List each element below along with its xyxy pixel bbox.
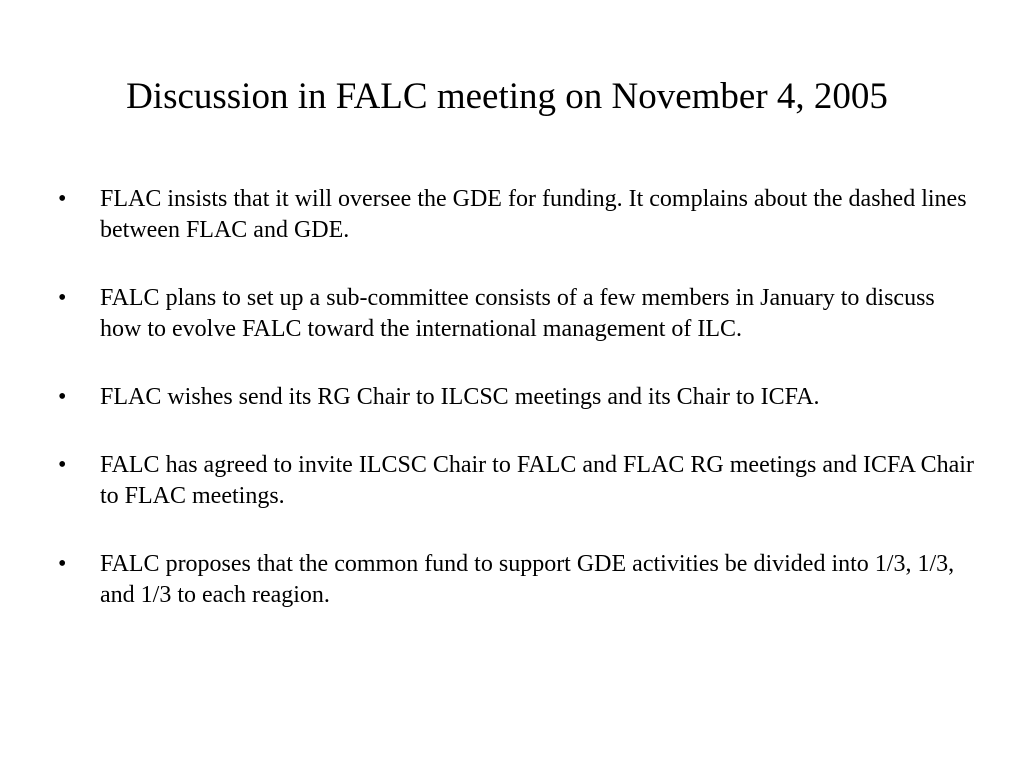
bullet-text: FALC has agreed to invite ILCSC Chair to FALC and FLAC RG meetings and ICFA Chair to FLAC meetings. [100, 452, 974, 509]
slide-title: Discussion in FALC meeting on November 4, 2005 [126, 76, 888, 117]
bullet-text: FALC plans to set up a sub-committee consists of a few members in January to discuss how to evolve FALC toward the international management of ILC. [100, 285, 935, 342]
bullet-item [58, 382, 978, 413]
bullet-text: FLAC wishes send its RG Chair to ILCSC meetings and its Chair to ICFA. [100, 384, 820, 410]
bullet-item [58, 549, 978, 611]
bullet-marker: • [58, 452, 67, 478]
bullet-item [58, 283, 978, 345]
bullet-list [58, 184, 978, 648]
bullet-marker: • [58, 186, 67, 212]
bullet-text: FALC proposes that the common fund to support GDE activities be divided into 1/3, 1/3, and 1/3 to each reagion. [100, 551, 955, 608]
bullet-item [58, 184, 978, 246]
bullet-marker: • [58, 285, 67, 311]
bullet-text: FLAC insists that it will oversee the GDE for funding. It complains about the dashed lines between FLAC and GDE. [100, 186, 967, 243]
bullet-marker: • [58, 551, 67, 577]
bullet-marker: • [58, 384, 67, 410]
bullet-item [58, 450, 978, 512]
